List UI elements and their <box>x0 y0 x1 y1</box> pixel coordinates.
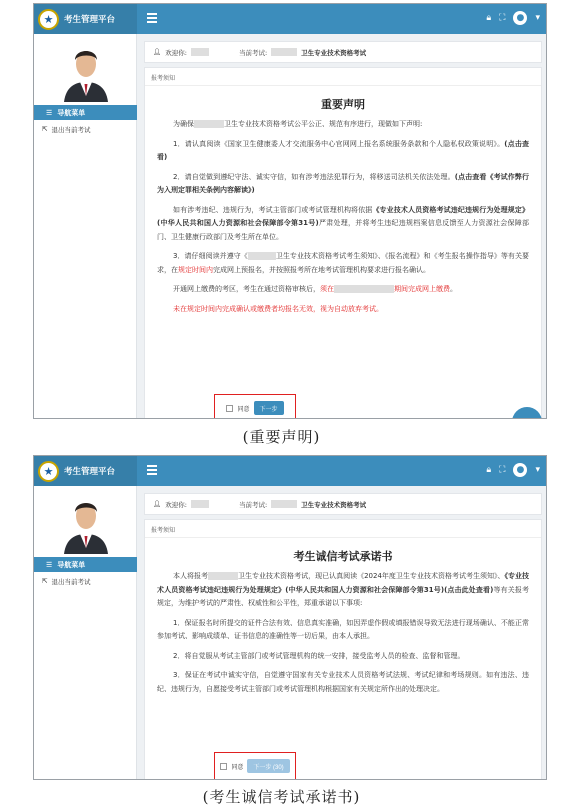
next-button[interactable]: 下一步 <box>254 401 284 415</box>
nav-menu-icon: ☰ <box>46 108 53 117</box>
top-navbar <box>34 456 546 486</box>
redacted-year <box>271 48 297 56</box>
agree-checkbox[interactable] <box>220 763 227 770</box>
sidebar-item-label: 退出当前考试 <box>51 577 91 586</box>
panel-title: 报考须知 <box>145 520 541 538</box>
logo-emblem-icon: ★ <box>38 9 59 30</box>
app-title: 考生管理平台 <box>64 15 116 25</box>
expand-icon[interactable]: ⛶ <box>499 12 506 23</box>
exam-label: 当前考试: <box>238 48 268 57</box>
lock-icon[interactable]: 🔒︎ <box>486 12 492 23</box>
nav-menu-label: 导航菜单 <box>57 560 86 569</box>
sidebar <box>34 34 137 418</box>
statement-item-1: 1．请认真阅读《国家卫生健康委人才交流服务中心官网网上报名系统服务条款和个人隐私权政策说明》。(点击查看) <box>157 139 529 161</box>
welcome-label: 欢迎你: <box>165 500 187 509</box>
statement-payment: 开通网上缴费的考区，考生在通过资格审核后，须在 期间完成网上缴费。 <box>173 285 457 293</box>
top-navbar <box>34 4 546 34</box>
notice-panel <box>144 67 542 419</box>
top-right-icons <box>486 463 540 477</box>
nav-menu-label: 导航菜单 <box>57 108 86 117</box>
welcome-label: 欢迎你: <box>165 48 187 57</box>
view-cheating-rules-link[interactable]: (点击查看《考试作弊行为入刑定罪相关条例内容解读》) <box>157 172 530 194</box>
next-button-countdown[interactable]: 下一步 (30) <box>247 759 289 773</box>
sidebar-item-exit-exam[interactable] <box>34 122 137 136</box>
nav-menu-header <box>34 105 137 120</box>
caption-integrity-pledge: (考生诚信考试承诺书) <box>202 788 361 806</box>
menu-icon[interactable] <box>147 13 157 23</box>
agree-label: 同意 <box>237 405 250 413</box>
notice-panel <box>144 519 542 780</box>
exam-label: 当前考试: <box>238 500 268 509</box>
nav-menu-icon: ☰ <box>46 560 53 569</box>
agree-actions-box <box>214 394 296 419</box>
exam-name: 卫生专业技术资格考试 <box>301 500 367 509</box>
user-small-icon: 👤︎ <box>153 48 162 56</box>
screenshot-important-statement <box>33 3 547 419</box>
sidebar <box>34 486 137 779</box>
view-regulation-link[interactable]: 《专业技术人员资格考试违纪违规行为处理规定》(中华人民共和国人力资源和社会保障部令第31号)(点击此处查看) <box>157 572 530 594</box>
chevron-down-icon[interactable]: ▾ <box>535 464 540 475</box>
sidebar-item-exit-exam[interactable] <box>34 574 137 588</box>
agree-label: 同意 <box>231 763 244 771</box>
chevron-down-icon[interactable]: ▾ <box>535 12 540 23</box>
logo-emblem-icon: ★ <box>38 461 59 482</box>
agree-checkbox[interactable] <box>226 405 233 412</box>
top-right-icons <box>486 11 540 25</box>
redacted-name <box>191 48 209 56</box>
view-terms-link[interactable]: (点击查看) <box>157 139 529 161</box>
pledge-heading: 考生诚信考试承诺书 <box>293 550 393 563</box>
screenshot-integrity-pledge <box>33 455 547 780</box>
panel-title: 报考须知 <box>145 68 541 86</box>
app-title: 考生管理平台 <box>64 467 116 477</box>
redacted-name <box>191 500 209 508</box>
exam-name: 卫生专业技术资格考试 <box>301 48 367 57</box>
agree-actions-box <box>214 752 296 780</box>
menu-icon[interactable] <box>147 465 157 475</box>
statement-warning: 未在规定时间内完成确认或缴费者均报名无效，视为自动放弃考试。 <box>173 304 383 313</box>
brand-area[interactable] <box>34 456 137 486</box>
pledge-item-1: 1．保证报名时所提交的证件合法有效、信息真实准确，如因弄虚作假或填报错误导致无法进行现场确认、不能正常参加考试、影响成绩单、证书信息的准确性等一切后果，由本人承担。 <box>157 618 529 640</box>
sidebar-item-label: 退出当前考试 <box>51 125 91 134</box>
exit-icon: ⇱ <box>42 577 48 585</box>
avatar <box>60 492 112 554</box>
pledge-item-2: 2．将自觉服从考试主管部门或考试管理机构的统一安排，接受监考人员的检查、监督和管理。 <box>173 651 465 660</box>
brand-area[interactable] <box>34 4 137 34</box>
user-icon[interactable]: ● <box>513 11 527 25</box>
user-icon[interactable]: ● <box>513 463 527 477</box>
user-small-icon: 👤︎ <box>153 500 162 508</box>
pledge-intro: 本人将报考 卫生专业技术资格考试，现已认真阅读《2024年度卫生专业技术资格考试考生须知》、《专业技术人员资格考试违纪违规行为处理规定》(中华人民共和国人力资源和社会保障部令第31号)(点击此处查看)等有关报考规定，为维护考试的严肃性、权威性和公平性，郑重承诺以下事项: <box>157 572 530 607</box>
exit-icon: ⇱ <box>42 125 48 133</box>
lock-icon[interactable]: 🔒︎ <box>486 464 492 475</box>
nav-menu-header <box>34 557 137 572</box>
statement-discipline: 如有涉考违纪、违规行为，考试主管部门或考试管理机构将依据《专业技术人员资格考试违纪违规行为处理规定》(中华人民共和国人力资源和社会保障部令第31号)严肃处理，并将考生违纪违规档案信息反馈至人力资源社会保障部门、卫生健康行政部门及考生所在单位。 <box>157 205 530 241</box>
pledge-item-3: 3．保证在考试中诚实守信，自觉遵守国家有关专业技术人员资格考试法规、考试纪律和考场规则。如有违法、违纪、违规行为，自愿接受考试主管部门或考试管理机构根据国家有关规定所作出的处理决定。 <box>157 671 529 693</box>
exam-info-bar <box>144 493 542 515</box>
statement-heading: 重要声明 <box>321 98 365 111</box>
avatar <box>60 40 112 102</box>
expand-icon[interactable]: ⛶ <box>499 464 506 475</box>
statement-item-2: 2．请自觉做到遵纪守法、诚实守信，如有涉考违法犯罪行为，将移送司法机关依法处理。(点击查看《考试作弊行为入刑定罪相关条例内容解读》) <box>157 172 530 194</box>
caption-important-statement: (重要声明) <box>242 428 321 446</box>
redacted-year <box>271 500 297 508</box>
statement-intro: 为确保 卫生专业技术资格考试公平公正、规范有序进行，现做如下声明: <box>173 120 423 128</box>
statement-item-3: 3．请仔细阅读并遵守《 卫生专业技术资格考试考生须知》、《报名流程》和《考生报名操作指导》等有关要求，在规定时间内完成网上预报名，并按照报考所在地考试管理机构要求进行报名确认。 <box>157 252 529 274</box>
exam-info-bar <box>144 41 542 63</box>
